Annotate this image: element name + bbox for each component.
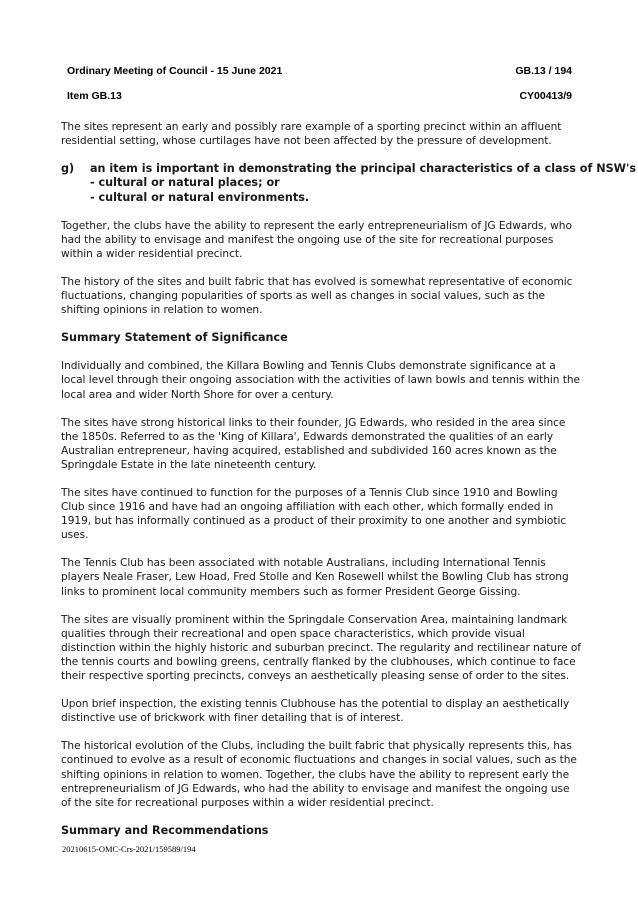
document-footer: 20210615-OMC-Crs-2021/159589/194	[62, 844, 196, 854]
intro-paragraph: The sites represent an early and possibly rare example of a sporting precinct within an affluent residential setting, whose curtilages have not been affected by the pressure of development.	[61, 121, 562, 148]
summary-paragraph: The sites are visually prominent within the Springdale Conservation Area, maintaining landmark qualities through their recreational and open space characteristics, which provide visual distinction within the highly historic and suburban precinct. The regularity and rectilinear nature of the tennis courts and bowling greens, centrally flanked by the clubhouses, which continue to face their respective sporting precincts, conveys an aesthetically pleasing sense of order to the sites.	[61, 613, 581, 683]
criterion-line-2: - cultural or natural places; or	[90, 176, 280, 190]
item-number: Item GB.13	[67, 90, 122, 102]
criterion-paragraph: The history of the sites and built fabric that has evolved is somewhat representative of economic fluctuations, changing popularities of sports as well as changes in social values, such as the shifting opinions in relation to women.	[61, 276, 573, 317]
document-body	[61, 120, 637, 838]
recommendations-heading: Summary and Recommendations	[61, 823, 269, 837]
page-reference: GB.13 / 194	[515, 65, 572, 77]
summary-paragraph: The sites have strong historical links to their founder, JG Edwards, who resided in the area since the 1850s. Referred to as the 'King of Killara', Edwards demonstrated the qualities of an early Australian entrepreneur, having acquired, established and subdivided 160 acres known as the Springdale Estate in the late nineteenth century.	[61, 416, 566, 471]
summary-paragraph: Individually and combined, the Killara Bowling and Tennis Clubs demonstrate significance at a local level through their ongoing association with the activities of lawn bowls and tennis within the local area and wider North Shore for over a century.	[61, 360, 580, 401]
summary-paragraph: Upon brief inspection, the existing tennis Clubhouse has the potential to display an aesthetically distinctive use of brickwork with finer detailing that is of interest.	[61, 698, 570, 725]
page-header-item	[67, 90, 572, 102]
file-reference: CY00413/9	[519, 90, 572, 102]
criterion-line-3: - cultural or natural environments.	[90, 190, 310, 204]
criterion-g	[61, 162, 637, 205]
criterion-text	[90, 162, 636, 205]
summary-paragraph: The Tennis Club has been associated with notable Australians, including International Tennis players Neale Fraser, Lew Hoad, Fred Stolle and Ken Rosewell whilst the Bowling Club has strong links to prominent local community members such as former President George Gissing.	[61, 557, 569, 598]
criterion-paragraph: Together, the clubs have the ability to represent the early entrepreneurialism of JG Edwards, who had the ability to envisage and manifest the ongoing use of the site for recreational purposes within a wider residential precinct.	[61, 219, 572, 260]
criterion-line-1: an item is important in demonstrating the principal characteristics of a class of NSW's	[90, 162, 637, 176]
meeting-title: Ordinary Meeting of Council - 15 June 2021	[67, 65, 283, 77]
page-header-top	[67, 65, 572, 77]
criterion-letter: g)	[61, 162, 75, 176]
summary-heading: Summary Statement of Significance	[61, 331, 288, 345]
summary-paragraph: The historical evolution of the Clubs, including the built fabric that physically represents this, has continued to evolve as a result of economic fluctuations and changes in social values, such as the shifting opinions in relation to women. Together, the clubs have the ability to represent early the entrepreneurialism of JG Edwards, who had the ability to envisage and manifest the ongoing use of the site for recreational purposes within a wider residential precinct.	[61, 740, 577, 809]
summary-paragraph: The sites have continued to function for the purposes of a Tennis Club since 1910 and Bowling Club since 1916 and have had an ongoing affiliation with each other, which formally ended in 1919, but has informally continued as a product of their proximity to one another and symbiotic uses.	[61, 487, 567, 542]
